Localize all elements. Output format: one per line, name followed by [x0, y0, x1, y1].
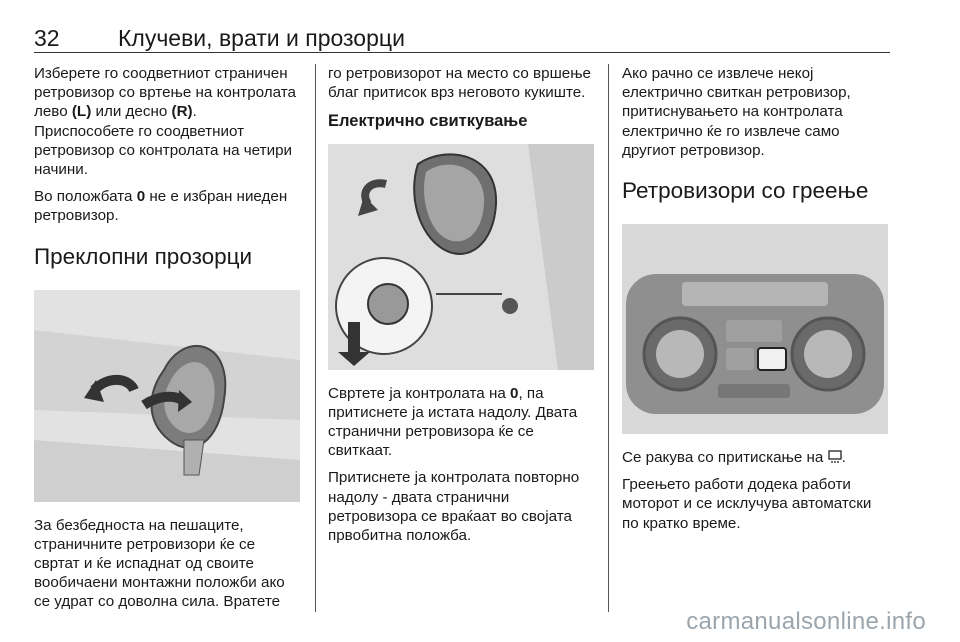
paragraph: Во положбата 0 не е избран ниеден ретровизор. [34, 188, 288, 225]
paragraph: Изберете го соодветниот страничен ретровизор со вртење на контролата лево (L) или десно (R). Приспособете го соодветниот ретровизор со контролата на четири начини. [34, 65, 296, 179]
paragraph: Греењето работи додека работи моторот и се исклучува автоматски по кратко време. [622, 476, 872, 532]
paragraph: Ако рачно се извлече некој електрично свиткан ретровизор, притиснувањето на контролата електрично ќе го извлече само другиот ретровизор. [622, 65, 851, 159]
watermark: carmanualsonline.info [686, 608, 926, 635]
column-1 [34, 64, 300, 620]
section-heading: Преклопни прозорци [34, 243, 253, 269]
column-divider [315, 64, 316, 612]
folding-mirror-illustration [34, 290, 300, 502]
paragraph: Свртете ја контролата на 0, па притиснете ја истата надолу. Двата странични ретровизора ќе се свиткаат. [328, 384, 578, 460]
page-title: Клучеви, врати и прозорци [118, 25, 405, 51]
section-heading: Електрично свиткување [328, 112, 528, 131]
paragraph: го ретровизорот на место со вршење благ притисок врз неговото кукиште. [328, 65, 591, 102]
page-header [34, 22, 890, 53]
climate-control-panel-illustration [622, 224, 888, 434]
paragraph: За безбедноста на пешаците, страничните ретровизори ќе се свртат и ќе испаднат од своите вообичаени монтажни положби ако се удрат со доволна сила. Вратете [34, 516, 285, 611]
paragraph: Притиснете ја контролата повторно надолу - двата странични ретровизора се враќаат во својата првобитна положба. [328, 469, 580, 545]
heated-mirror-icon [828, 450, 842, 464]
column-2 [328, 64, 594, 553]
column-divider [608, 64, 609, 612]
electric-folding-control-illustration [328, 144, 594, 370]
section-heading: Ретровизори со греење [622, 178, 869, 204]
page-number: 32 [34, 25, 60, 51]
column-3 [622, 64, 888, 541]
paragraph: Се ракува со притискање на . [622, 449, 846, 467]
